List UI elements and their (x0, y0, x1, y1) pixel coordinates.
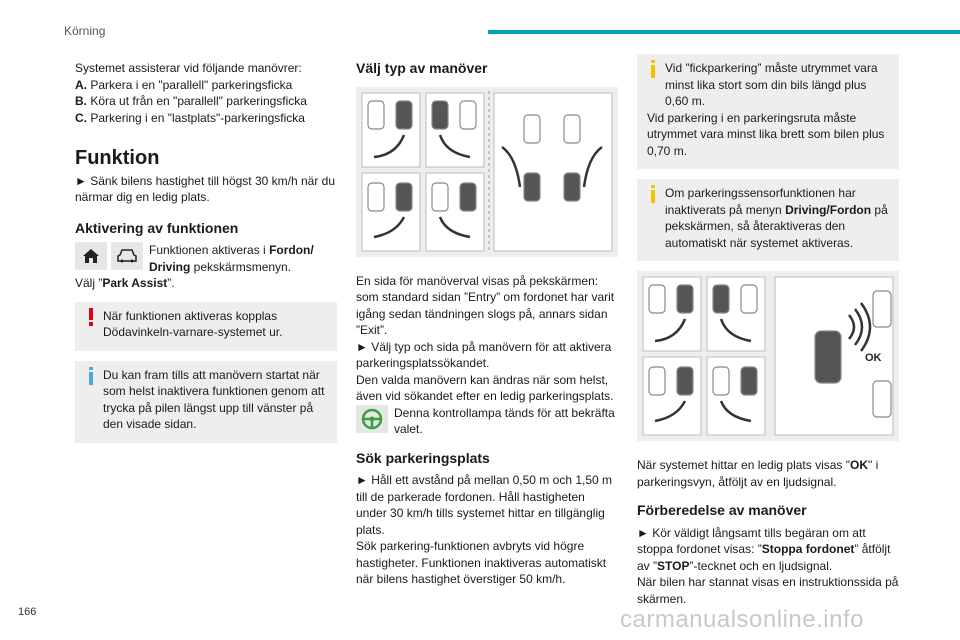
subheading-activation: Aktivering av funktionen (75, 219, 239, 236)
column-3 (637, 54, 899, 607)
indicator-lamp-row (356, 405, 618, 438)
column-2 (356, 60, 618, 588)
watermark: carmanualsonline.info (620, 606, 864, 633)
distance-step: ► Håll ett avstånd på mellan 0,50 m och 1,50 m till de parkerade fordonen. Håll hastigheten under 30 km/h tills systemet hittar en tillgänglig plats. (356, 473, 613, 537)
warning-icon (85, 308, 97, 326)
change-maneuver-text: Den valda manövern kan ändras när som helst, även vid sökandet efter en ledig parkeringsplats. (356, 372, 614, 403)
info-icon (85, 367, 97, 385)
activation-row (75, 242, 337, 275)
home-icon (75, 242, 107, 270)
selection-page-text: En sida för manöverval visas på pekskärmen: som standard sidan ”Entry” om fordonet har varit igång sedan tändningen slogs på, annars sidan ”Exit”. (356, 273, 615, 337)
maneuver-diagram (356, 87, 618, 257)
info-text: Du kan fram tills att manövern startat när som helst inaktivera funktionen genom att trycka på pilen längst upp till vänster på den visade sidan. (103, 367, 325, 431)
maneuver-item-b: B. Köra ut från en "parallell" parkeringsficka (75, 94, 307, 108)
page-number: 166 (18, 606, 37, 618)
select-type-step: ► Välj typ och sida på manövern för att aktivera parkeringsplatssökandet. (356, 339, 612, 370)
maneuver-intro: Systemet assisterar vid följande manövrer: (75, 61, 302, 75)
stop-request-step: ► Kör väldigt långsamt tills begäran om att stoppa fordonet visas: ”Stoppa fordonet” åtföljt av ”STOP”-tecknet och en ljudsignal. (637, 525, 891, 573)
parking-spot-found-illustration (637, 271, 899, 441)
parallel-space-text: Vid ”fickparkering” måste utrymmet vara minst lika stort som din bils längd plus 0,60 m. (665, 61, 878, 108)
activation-text: Funktionen aktiveras i Fordon/ Driving pekskärmsmenyn. (149, 243, 314, 274)
section-heading-funktion: Funktion (75, 147, 160, 169)
instruction-page-text: När bilen har stannat visas en instruktionssida på skärmen. (637, 575, 899, 606)
maneuver-selection-illustration (356, 87, 618, 257)
maneuver-item-a: A. Parkera i en "parallell" parkeringsficka (75, 77, 293, 92)
section-heading-search: Sök parkeringsplats (356, 449, 490, 466)
ok-label: OK (865, 352, 882, 364)
select-park-assist: Välj ”Park Assist”. (75, 276, 175, 290)
section-heading-preparation: Förberedelse av manöver (637, 502, 807, 518)
info-note-sensors (637, 179, 899, 261)
header-title: Körning (64, 24, 106, 38)
section-heading-maneuver-type: Välj typ av manöver (356, 60, 488, 76)
ok-diagram (637, 271, 899, 441)
maneuver-item-c: C. Parkering i en "lastplats"-parkeringsficka (75, 110, 305, 125)
warning-text: När funktionen aktiveras kopplas Dödavinkeln-varnare-systemet ur. (103, 308, 283, 339)
bay-space-text: Vid parkering i en parkeringsruta måste utrymmet vara minst lika brett som bilen plus 0,70 m. (647, 110, 885, 158)
maneuver-list (75, 77, 337, 127)
info-note-space (637, 54, 899, 169)
step-reduce-speed: ► Sänk bilens hastighet till högst 30 km/h när du närmar dig en ledig plats. (75, 173, 336, 204)
car-icon (111, 242, 143, 270)
warning-note (75, 302, 337, 351)
info-icon (647, 60, 659, 78)
spot-found-text: När systemet hittar en ledig plats visas "OK" i parkeringsvyn, åtföljt av en ljudsignal. (637, 458, 879, 489)
column-1 (75, 60, 337, 451)
info-icon (647, 185, 659, 203)
lamp-text: Denna kontrollampa tänds för att bekräfta valet. (394, 405, 615, 436)
sensor-reactivation-text: Om parkeringssensorfunktionen har inaktiverats på menyn Driving/Fordon på pekskärmen, så återaktiveras den automatiskt när systemet aktiveras. (665, 186, 888, 250)
steering-wheel-lamp-icon (356, 405, 388, 433)
search-cancel-text: Sök parkering-funktionen avbryts vid högre hastigheter. Funktionen inaktiveras automatiskt när bilens hastighet överstiger 50 km/h. (356, 539, 607, 586)
info-note (75, 361, 337, 443)
header-accent-bar (488, 30, 960, 34)
